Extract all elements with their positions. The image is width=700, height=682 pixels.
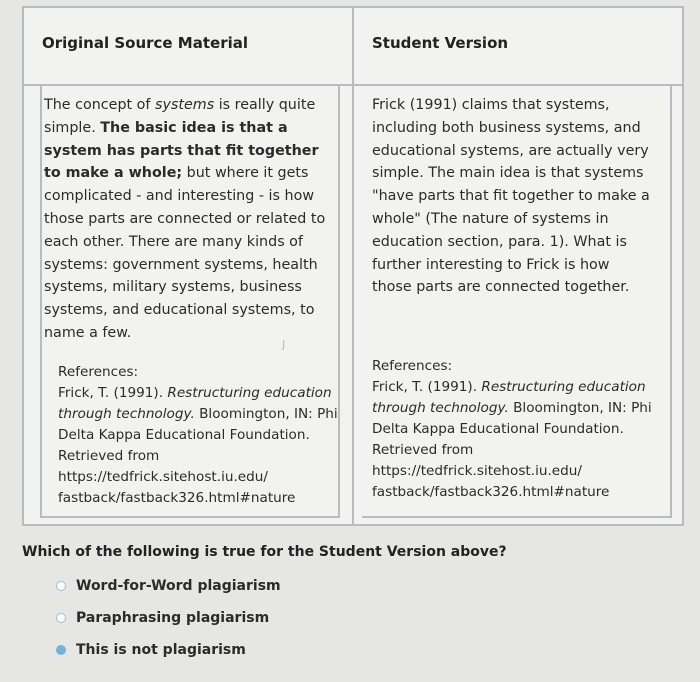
radio-button-selected[interactable] bbox=[56, 645, 66, 655]
reference-publisher: Bloomington, IN: Phi Delta Kappa Educational Foundation. Retrieved from https://tedfrick.sitehost.iu.edu/ fastback/fastback326.html#nature bbox=[372, 400, 652, 500]
student-header bbox=[354, 8, 682, 86]
option-paraphrasing[interactable] bbox=[56, 610, 269, 626]
option-not-plagiarism[interactable] bbox=[56, 642, 246, 658]
original-header-label: Original Source Material bbox=[42, 34, 249, 52]
original-text-3: but where it gets complicated - and interesting - is how those parts are connected or related to each other. There are many kinds of systems: government systems, health systems, military systems, business systems, and educational systems, to name a few. bbox=[44, 165, 326, 341]
reference-title: Restructuring education through technology. bbox=[58, 385, 332, 422]
reference-title: Restructuring education through technology. bbox=[372, 379, 646, 416]
stray-mark: J bbox=[282, 338, 286, 351]
original-text-bold: The basic idea is that a system has parts that fit together to make a whole; bbox=[44, 119, 319, 182]
original-text-2: is really quite simple. bbox=[44, 97, 316, 136]
reference-publisher: Bloomington, IN: Phi Delta Kappa Educational Foundation. Retrieved from https://tedfrick.sitehost.iu.edu/ fastback/fastback326.html#nature bbox=[58, 406, 338, 506]
student-column bbox=[354, 8, 682, 524]
option-word-for-word[interactable] bbox=[56, 578, 281, 594]
original-references bbox=[58, 362, 343, 509]
student-passage: Frick (1991) claims that systems, including both business systems, and educational systems, are actually very simple. The main idea is that systems "have parts that fit together to make a whole" (The nature of systems in education section, para. 1). What is further interesting to Frick is how those parts are connected together. bbox=[372, 97, 650, 296]
reference-entry bbox=[58, 383, 343, 509]
question-prompt: Which of the following is true for the Student Version above? bbox=[22, 544, 507, 560]
option-label: Paraphrasing plagiarism bbox=[76, 610, 270, 626]
student-references bbox=[372, 356, 657, 503]
original-text-italic: systems bbox=[155, 97, 215, 113]
references-heading: References: bbox=[372, 358, 453, 374]
reference-author: Frick, T. (1991). bbox=[58, 385, 168, 401]
radio-button[interactable] bbox=[56, 581, 66, 591]
comparison-table bbox=[22, 6, 684, 526]
reference-author: Frick, T. (1991). bbox=[372, 379, 482, 395]
option-label: This is not plagiarism bbox=[76, 642, 246, 658]
original-header bbox=[24, 8, 352, 86]
student-header-label: Student Version bbox=[372, 34, 509, 52]
references-heading: References: bbox=[58, 364, 139, 380]
original-column bbox=[24, 8, 354, 524]
radio-button[interactable] bbox=[56, 613, 66, 623]
option-label: Word-for-Word plagiarism bbox=[76, 578, 281, 594]
reference-entry bbox=[372, 377, 657, 503]
original-passage bbox=[44, 94, 334, 345]
original-text-1: The concept of bbox=[44, 97, 156, 113]
